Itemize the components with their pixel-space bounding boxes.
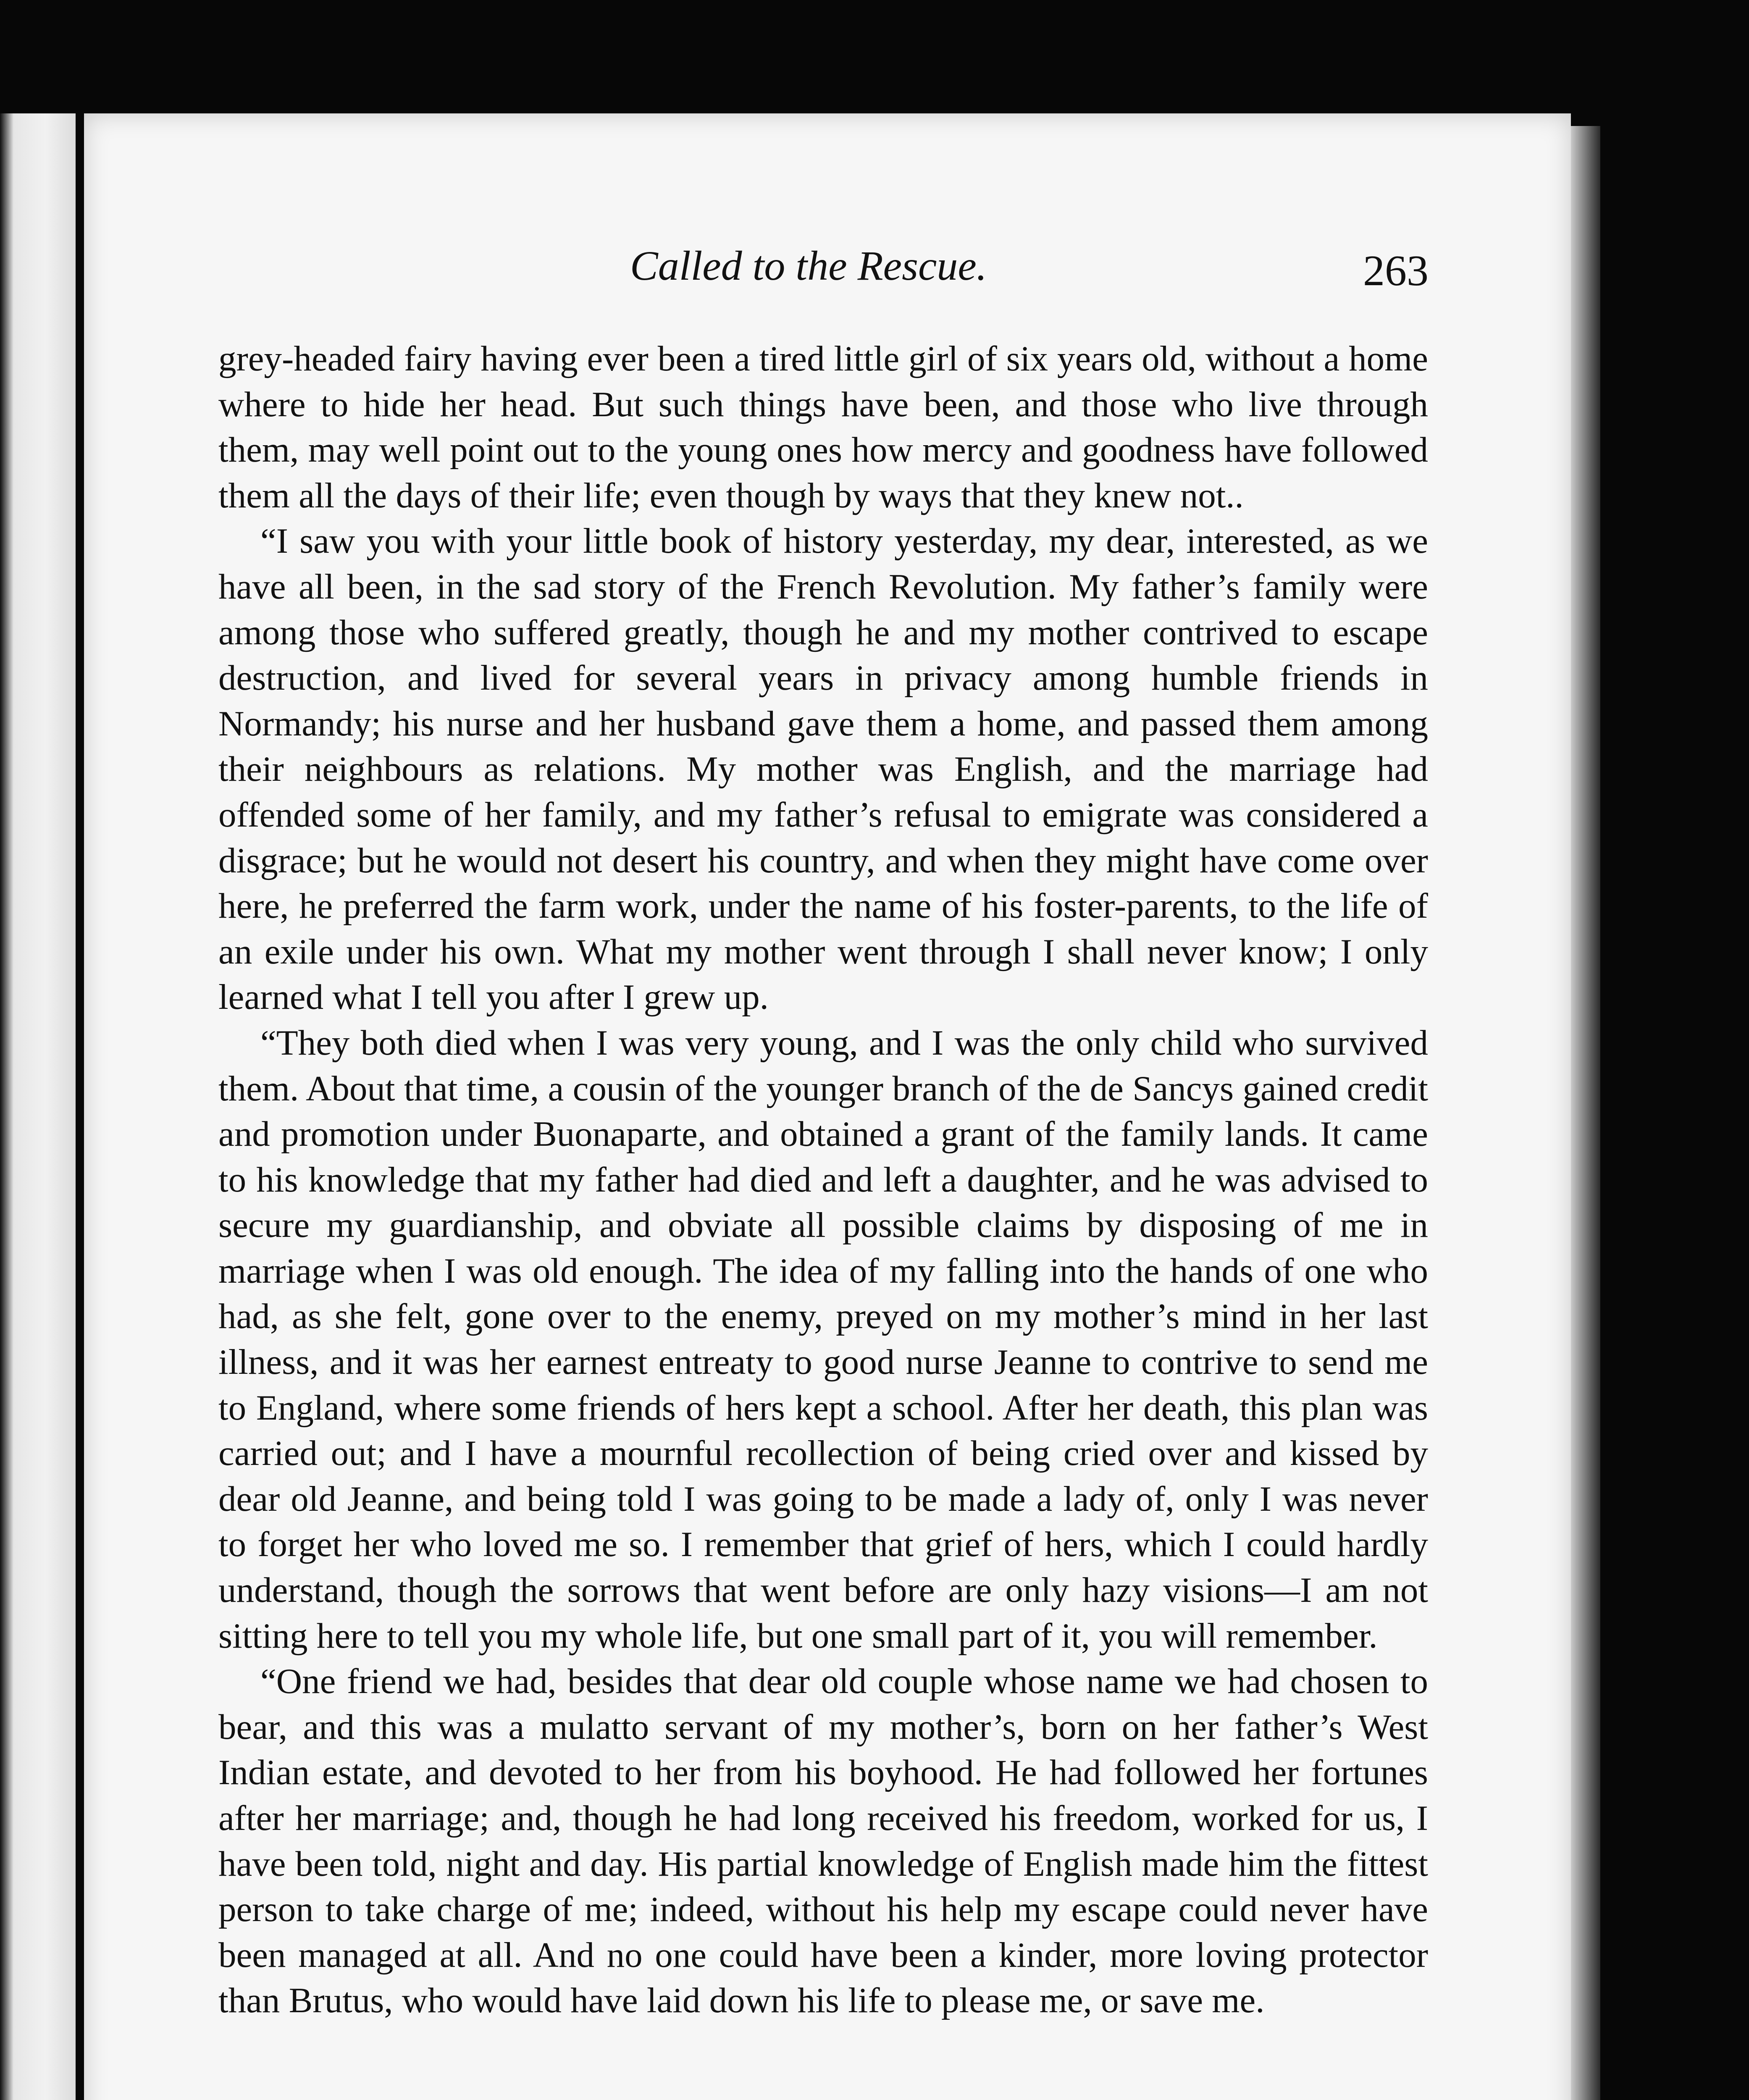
paragraph: “I saw you with your little book of history yesterday, my dear, interested, as we have all been, in the sad story of the French Revolution. My father’s family were among those who suffered greatly, though he and my mother contrived to escape destruction, and lived for several years in privacy among humble friends in Normandy; his nurse and her husband gave them a home, and passed them among their neighbours as relations. My mother was English, and the marriage had offended some of her family, and my father’s refusal to emigrate was considered a disgrace; but he would not desert his country, and when they might have come over here, he preferred the farm work, under the name of his foster-parents, to the life of an exile under his own. What my mother went through I shall never know; I only learned what I tell you after I grew up. [218, 521, 1428, 1017]
paragraph: grey-headed fairy having ever been a tired little girl of six years old, without a home where to hide her head. But such things have been, and those who live through them, may well point out to the young ones how mercy and goodness have followed them all the days of their life; even though by ways that they knew not.. [218, 339, 1428, 515]
page-number: 263 [1363, 247, 1429, 295]
paragraph: “They both died when I was very young, and I was the only child who survived them. About that time, a cousin of the younger branch of the de Sancys gained credit and promotion under Buonaparte, and obtained a grant of the family lands. It came to his knowledge that my father had died and left a daughter, and he was advised to secure my guardianship, and obviate all possible claims by disposing of me in marriage when I was old enough. The idea of my falling into the hands of one who had, as she felt, gone over to the enemy, preyed on my mother’s mind in her last illness, and it was her earnest entreaty to good nurse Jeanne to contrive to send me to England, where some friends of hers kept a school. After her death, this plan was carried out; and I have a mournful recollection of being cried over and kissed by dear old Jeanne, and being told I was going to be made a lady of, only I was never to forget her who loved me so. I remember that grief of hers, which I could hardly understand, though the sorrows that went before are only hazy visions—I am not sitting here to tell you my whole life, but one small part of it, you will remember. [218, 1023, 1428, 1656]
body-text [218, 336, 1428, 2024]
paragraph: “One friend we had, besides that dear old couple whose name we had chosen to bear, and this was a mulatto servant of my mother’s, born on her father’s West Indian estate, and devoted to her from his boyhood. He had followed her fortunes after her marriage; and, though he had long received his freedom, worked for us, I have been told, night and day. His partial knowledge of English made him the fittest person to take charge of me; indeed, without his help my escape could never have been managed at all. And no one could have been a kinder, more loving protector than Brutus, who would have laid down his life to please me, or save me. [218, 1662, 1428, 2021]
running-head: Called to the Rescue. [630, 242, 987, 289]
facing-page-edge [0, 113, 76, 2100]
page-edge-shadow [1571, 126, 1600, 2100]
